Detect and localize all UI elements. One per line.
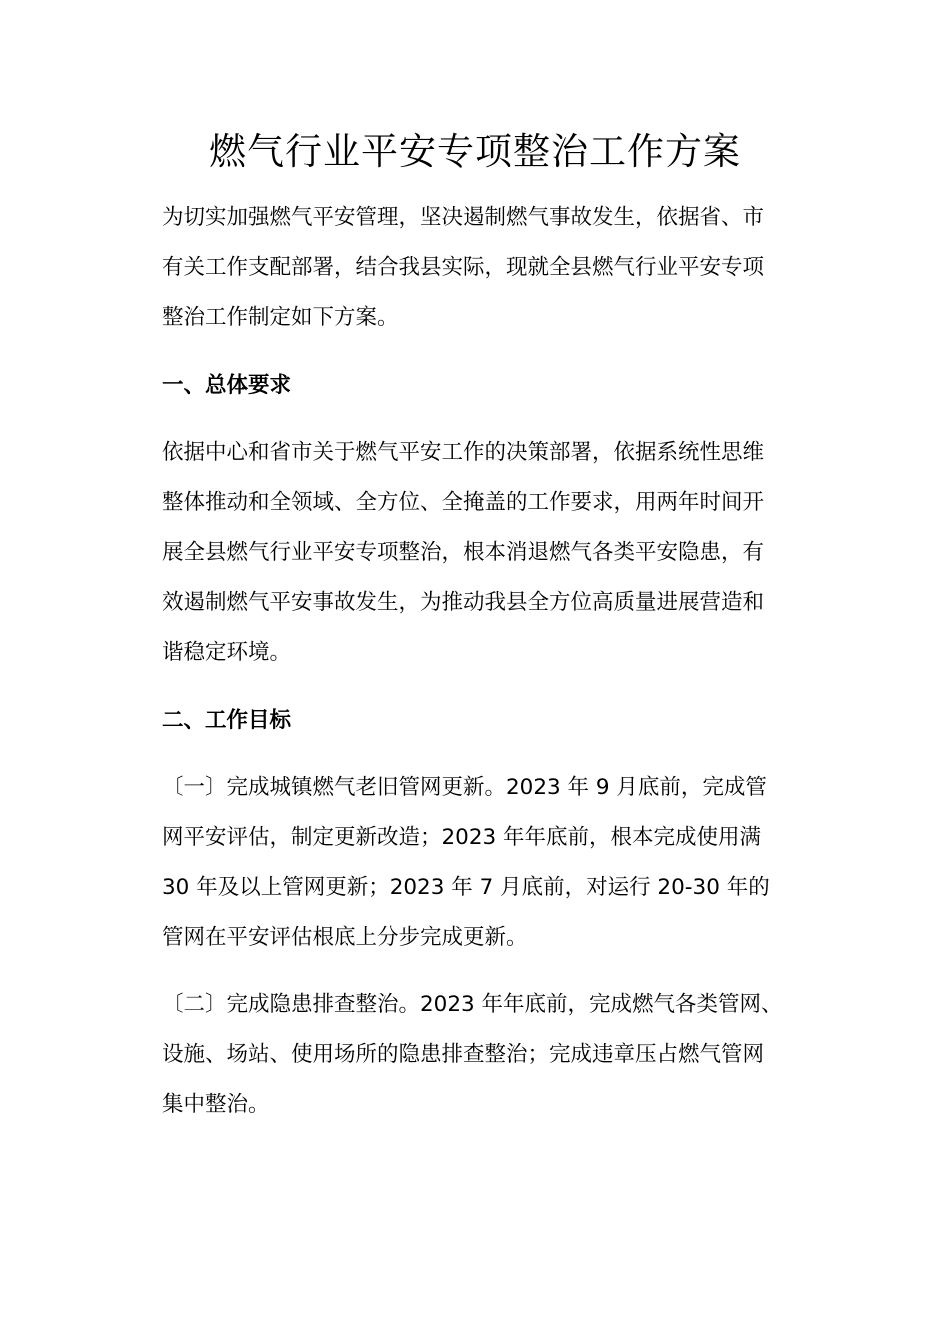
text-line: 依据中心和省市关于燃气平安工作的决策部署，依据系统性思维 [162,440,765,465]
section-heading-work-goals: 二、工作目标 [162,708,292,733]
text-line: 〔一〕完成城镇燃气老旧管网更新。2023 年 9 月底前，完成管 [162,775,767,800]
text-line: 网平安评估，制定更新改造；2023 年年底前，根本完成使用满 [162,825,762,850]
goal-item-1-paragraph [162,763,792,963]
text-line: 整治工作制定如下方案。 [162,305,399,330]
text-line: 谐稳定环境。 [162,640,292,665]
document-title: 燃气行业平安专项整治工作方案 [209,130,741,173]
text-line: 有关工作支配部署，结合我县实际，现就全县燃气行业平安专项 [162,255,765,280]
text-line: 整体推动和全领域、全方位、全掩盖的工作要求，用两年时间开 [162,490,765,515]
goal-item-2-paragraph [162,980,792,1130]
text-line: 为切实加强燃气平安管理，坚决遏制燃气事故发生，依据省、市 [162,205,765,230]
intro-paragraph [162,193,792,343]
section-heading-general-requirements: 一、总体要求 [162,373,292,398]
text-line: 集中整治。 [162,1092,270,1117]
text-line: 效遏制燃气平安事故发生，为推动我县全方位高质量进展营造和 [162,590,765,615]
text-line: 管网在平安评估根底上分步完成更新。 [162,925,528,950]
text-line: 30 年及以上管网更新；2023 年 7 月底前，对运行 20-30 年的 [162,875,770,900]
text-line: 展全县燃气行业平安专项整治，根本消退燃气各类平安隐患，有 [162,540,765,565]
text-line: 〔二〕完成隐患排查整治。2023 年年底前，完成燃气各类管网、 [162,992,783,1017]
text-line: 设施、场站、使用场所的隐患排查整治；完成违章压占燃气管网 [162,1042,765,1067]
section1-paragraph [162,428,792,678]
